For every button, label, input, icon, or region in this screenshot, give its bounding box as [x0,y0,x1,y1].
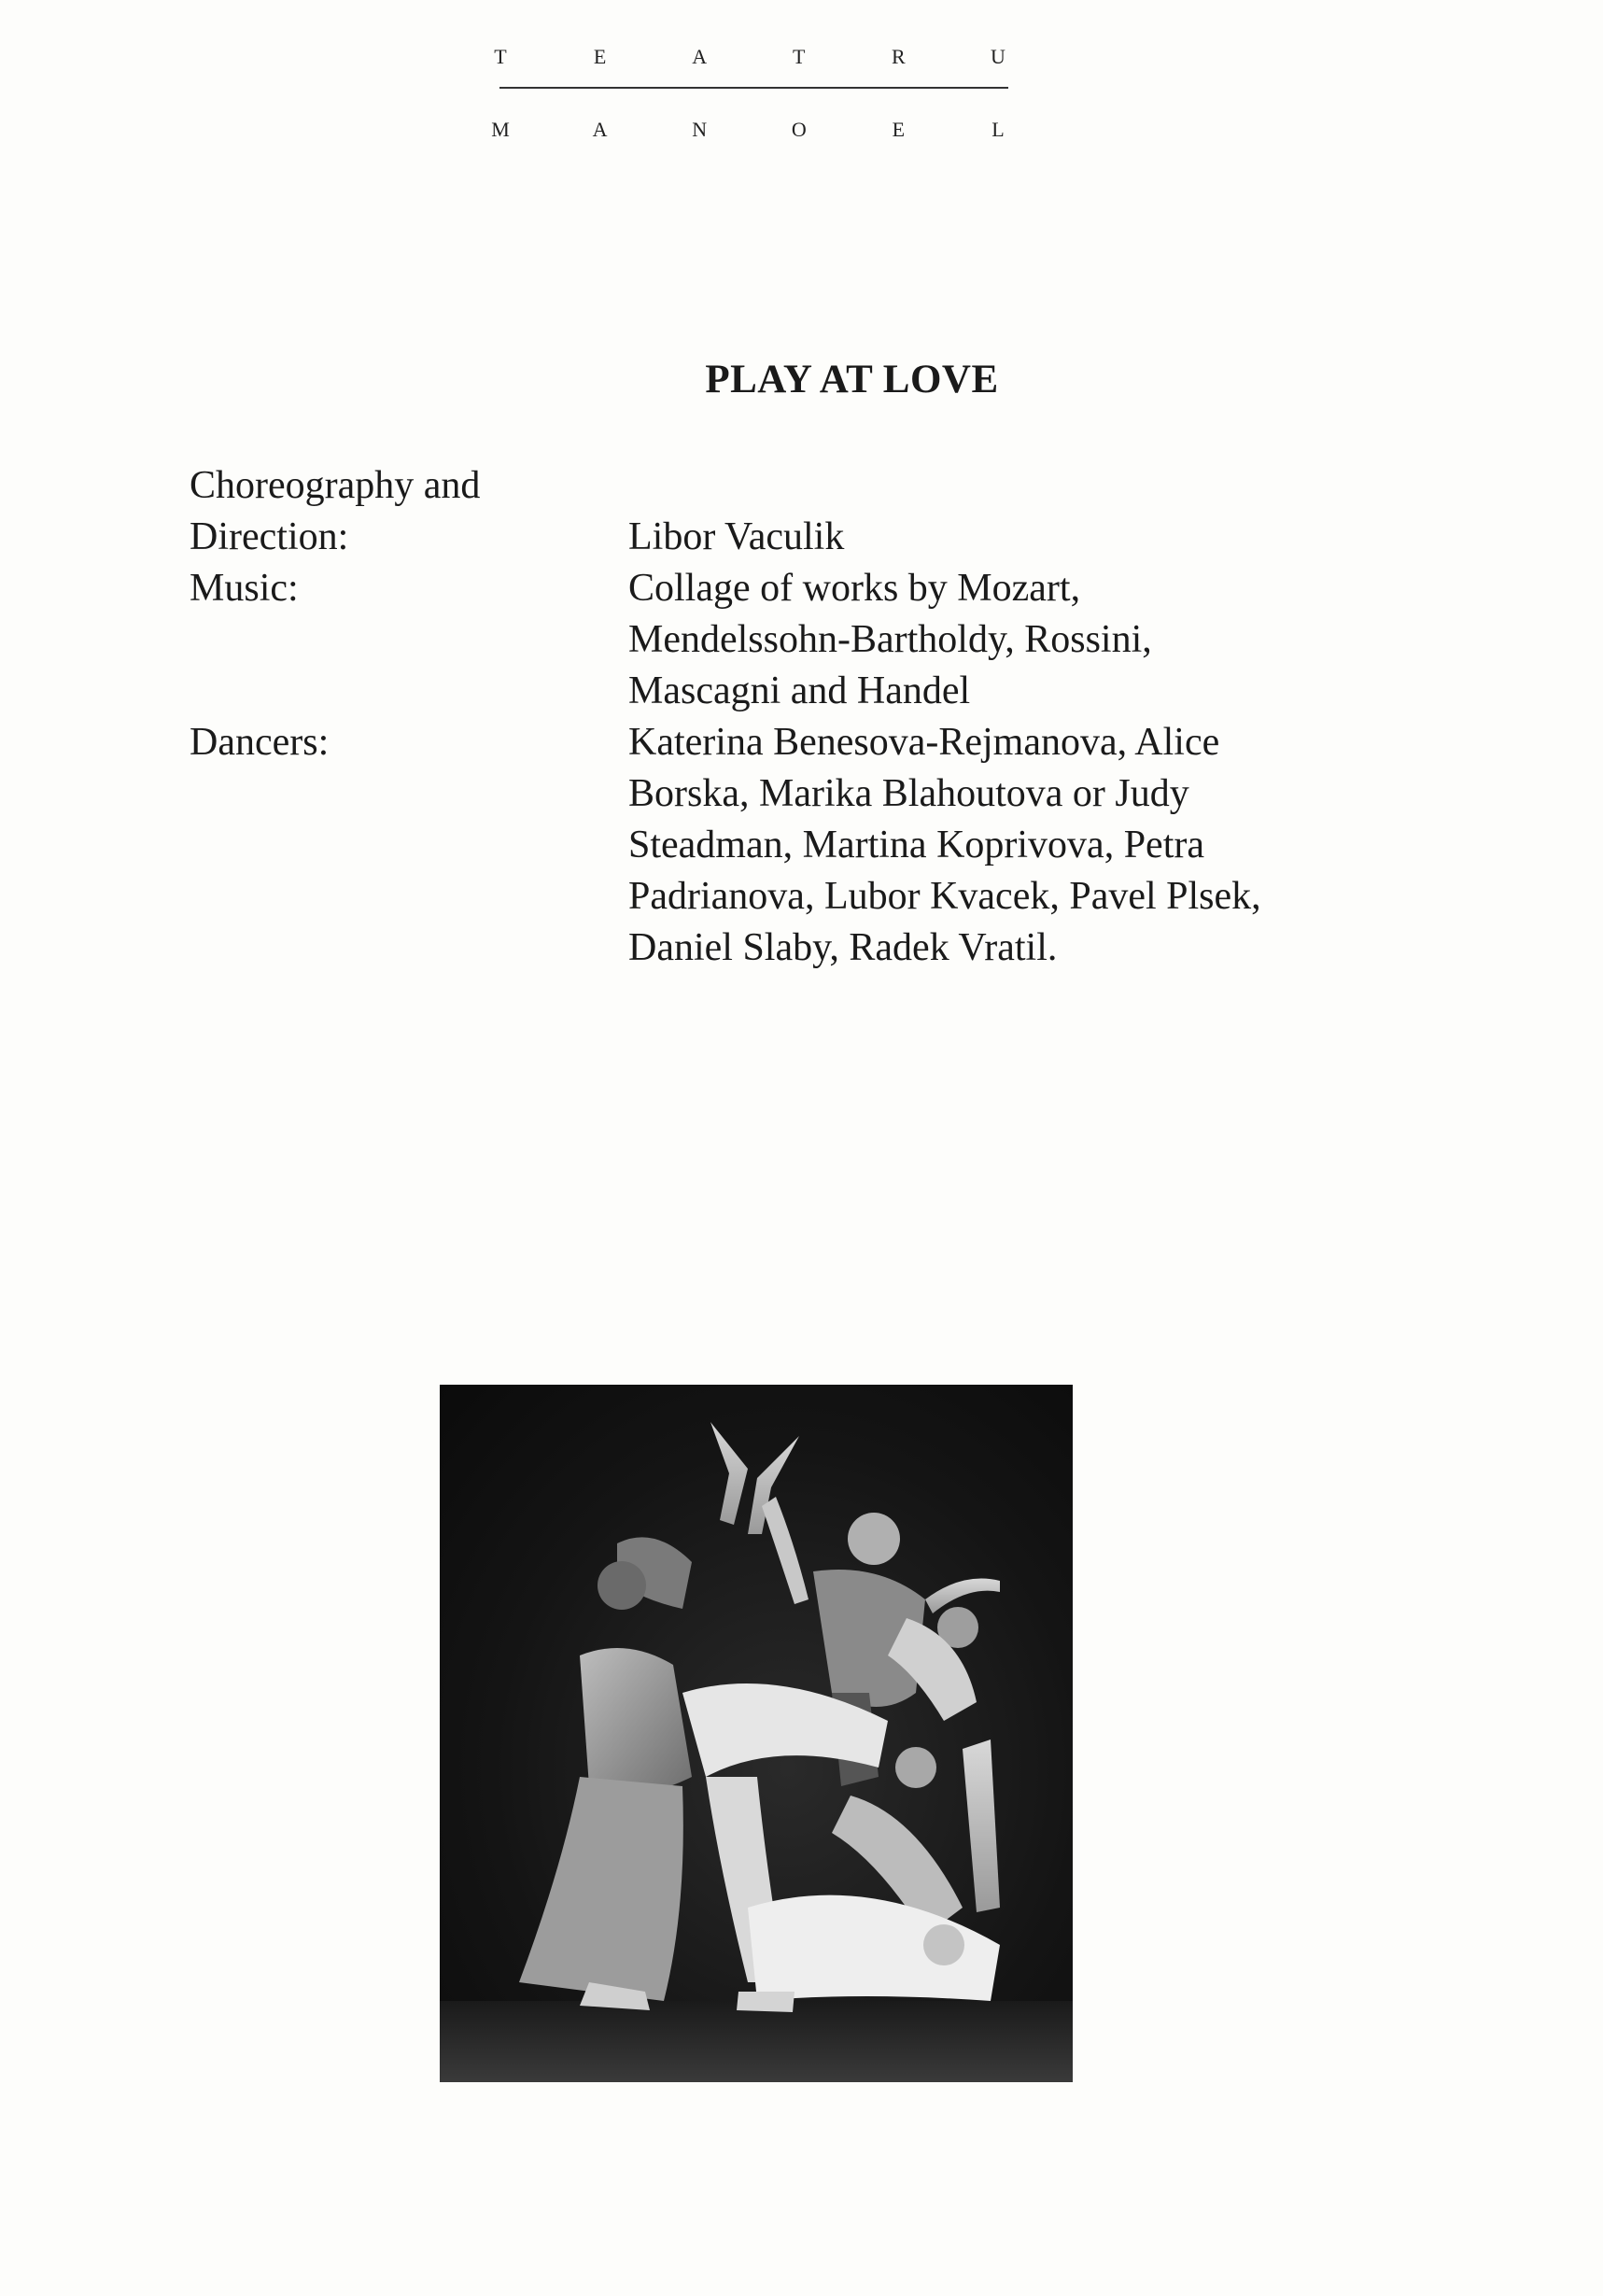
credit-row-music [190,563,1403,717]
logo-letter: M [491,118,510,141]
credit-value [628,563,1338,717]
credits-table [190,460,1403,974]
logo-letter: E [892,118,906,141]
credit-value [628,717,1338,974]
credit-value-line: Mascagni and Handel [628,669,971,712]
logo-letter: A [692,45,708,68]
credit-label-line: Music: [190,567,299,610]
credit-row-choreography [190,460,1403,563]
dance-photo [440,1385,1073,2082]
logo-letter: A [592,118,608,141]
credit-value-line [628,460,1338,512]
credit-label-line: Choreography and [190,464,481,507]
logo-letter: E [593,45,607,68]
logo-divider [499,87,1008,89]
credit-label [190,717,628,974]
credit-value-line: Libor Vaculik [628,515,845,558]
teatru-manoel-logo [490,35,1008,148]
page-title: PLAY AT LOVE [705,358,999,401]
logo-letter: L [991,118,1005,141]
logo-letter: N [692,118,708,141]
credit-row-dancers [190,717,1403,974]
credit-value [628,460,1338,563]
credit-value-line: Steadman, Martina Koprivova, Petra [628,824,1204,866]
credit-value-line: Daniel Slaby, Radek Vratil. [628,926,1058,969]
logo-letter: T [793,45,806,68]
credit-label-line: Dancers: [190,721,330,764]
credit-value-line: Borska, Marika Blahoutova or Judy [628,772,1189,815]
credit-label-line: Direction: [190,515,349,558]
logo-letter: R [892,45,906,68]
logo-letter: O [791,118,807,141]
logo-top-row [490,45,1008,69]
credit-value-line: Katerina Benesova-Rejmanova, Alice [628,721,1220,764]
credit-value-line: Padrianova, Lubor Kvacek, Pavel Plsek, [628,875,1261,918]
credit-value-line: Mendelssohn-Bartholdy, Rossini, [628,618,1152,661]
credit-label [190,563,628,717]
credit-label [190,460,628,563]
dance-photo-illustration [440,1385,1073,2082]
logo-letter: T [494,45,507,68]
logo-bottom-row [490,118,1008,142]
logo-letter: U [991,45,1005,68]
credit-value-line: Collage of works by Mozart, [628,567,1081,610]
